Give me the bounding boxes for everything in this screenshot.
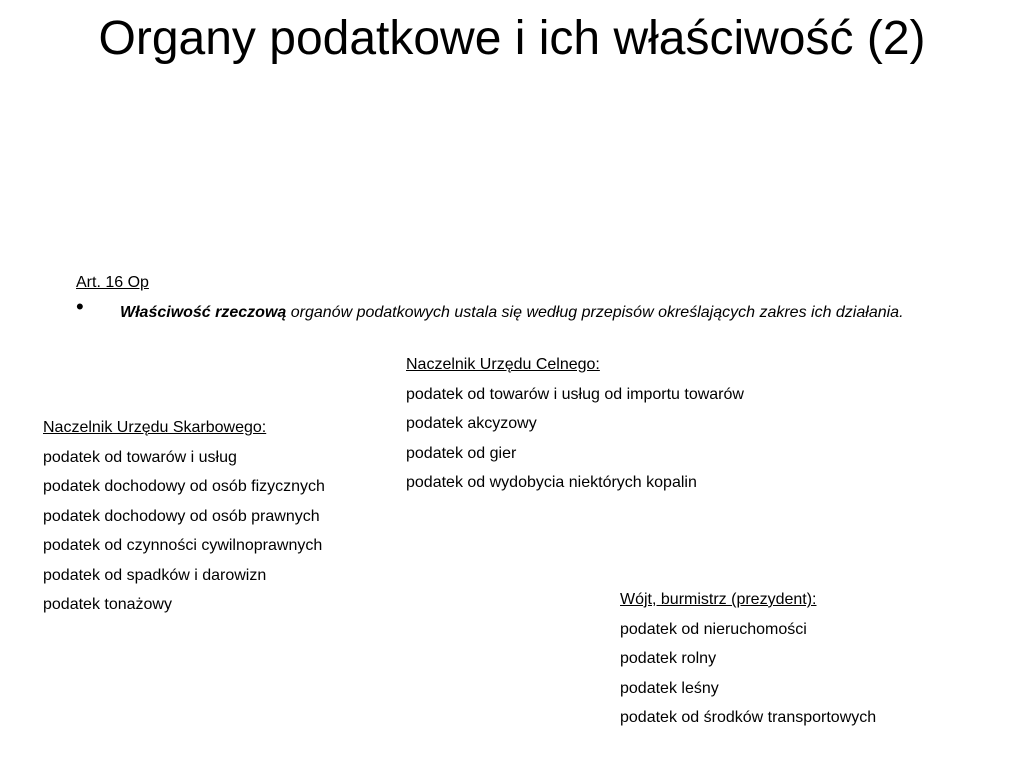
customs-tax-item: podatek od towarów i usług od importu towarów xyxy=(406,385,744,403)
bullet-text xyxy=(120,302,940,323)
slide-title: Organy podatkowe i ich właściwość (2) xyxy=(98,12,926,65)
municipality-tax-item: podatek od środków transportowych xyxy=(620,709,877,726)
tax-office-item: podatek od towarów i usług xyxy=(43,448,237,466)
tax-office-item: podatek tonażowy xyxy=(43,596,172,613)
tax-office-item: podatek od czynności cywilnoprawnych xyxy=(43,537,323,554)
tax-office-header: Naczelnik Urzędu Skarbowego: xyxy=(43,419,267,436)
municipality-tax-item: podatek rolny xyxy=(620,650,717,667)
municipality-header: Wójt, burmistrz (prezydent): xyxy=(620,591,817,608)
bullet-text-bold: Właściwość rzeczową xyxy=(120,304,287,321)
tax-office-column xyxy=(43,413,325,620)
municipality-column xyxy=(620,585,876,733)
tax-office-item: podatek dochodowy od osób fizycznych xyxy=(43,478,325,495)
customs-tax-item: podatek akcyzowy xyxy=(406,415,537,432)
bullet-dot: • xyxy=(76,294,84,319)
tax-office-item: podatek od spadków i darowizn xyxy=(43,566,267,584)
customs-tax-item: podatek od gier xyxy=(406,444,517,462)
municipality-tax-item: podatek od nieruchomości xyxy=(620,620,807,638)
customs-tax-item: podatek od wydobycia niektórych kopalin xyxy=(406,474,697,491)
bullet-text-rest: organów podatkowych ustala się według przepisów określających zakres ich działania. xyxy=(286,304,904,321)
article-reference: Art. 16 Op xyxy=(76,274,149,291)
municipality-tax-item: podatek leśny xyxy=(620,679,719,697)
tax-office-item: podatek dochodowy od osób prawnych xyxy=(43,507,320,525)
customs-office-column xyxy=(406,350,744,498)
customs-office-header: Naczelnik Urzędu Celnego: xyxy=(406,356,600,373)
